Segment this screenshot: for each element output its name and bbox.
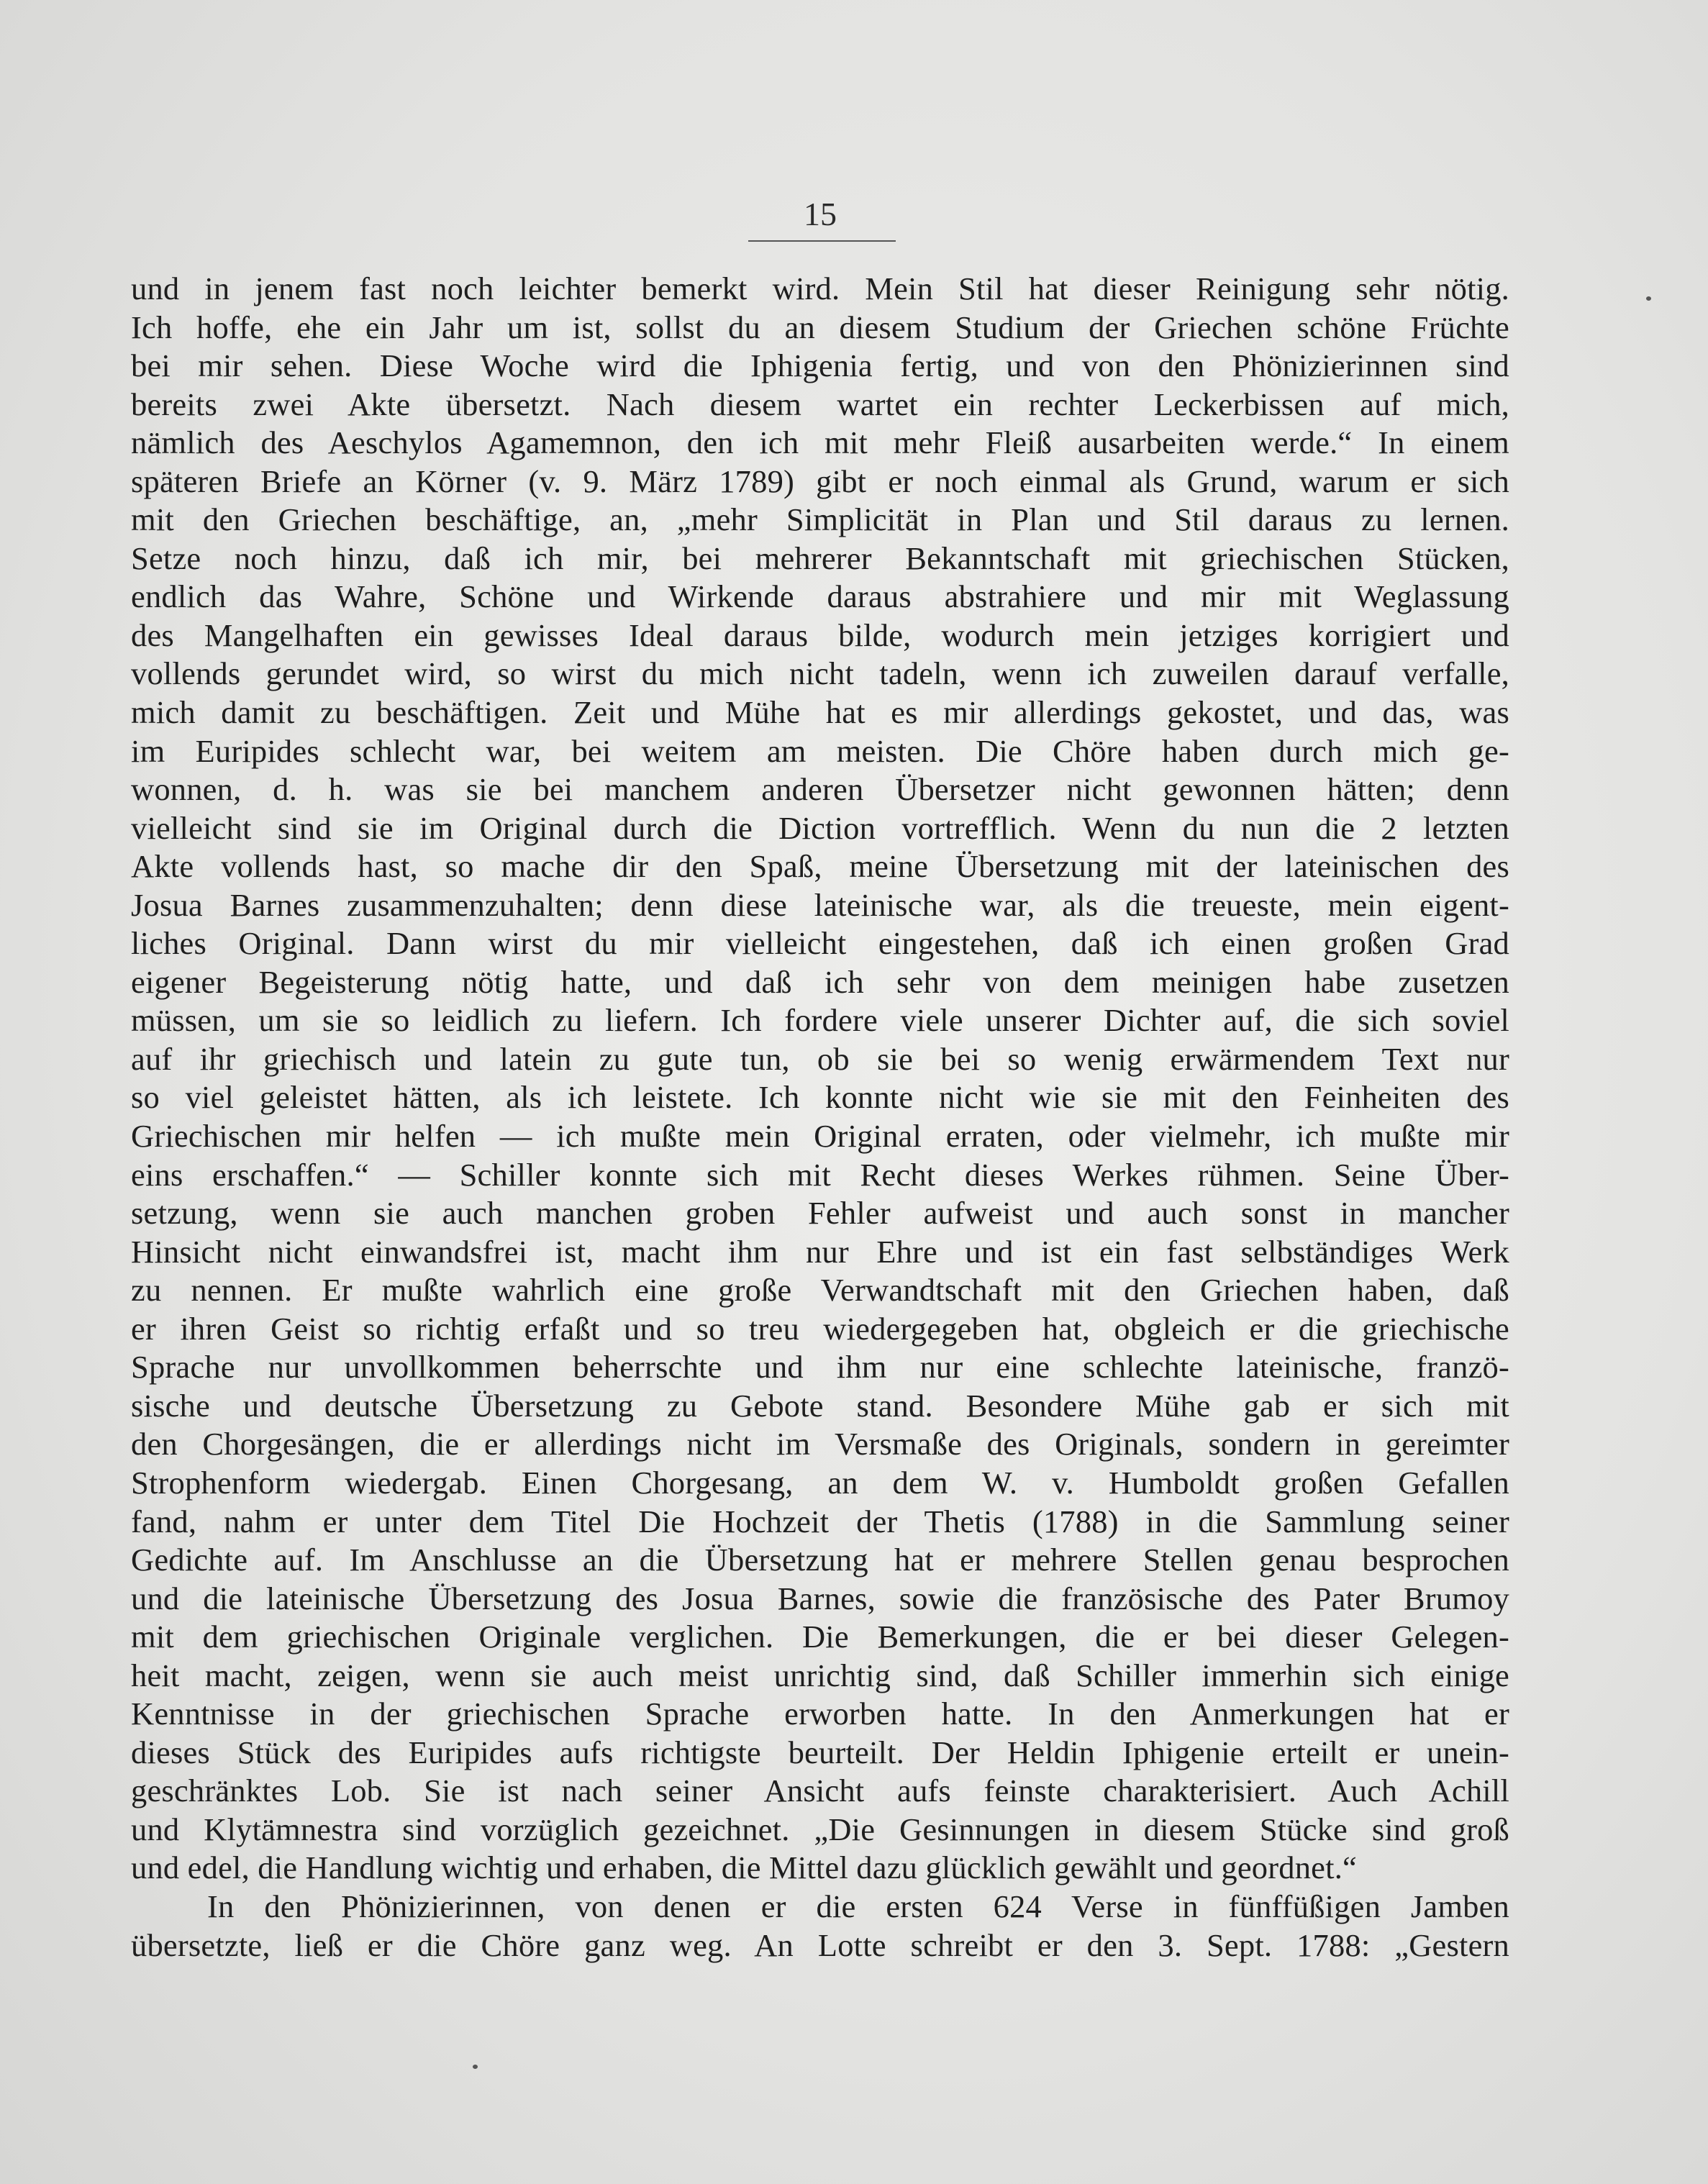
text-line: setzung, wenn sie auch manchen groben Fehler aufweist und auch sonst in mancher [131,1195,1509,1232]
text-line: Josua Barnes zusammenzuhalten; denn diese lateinische war, als die treueste, mein eigent- [131,886,1509,923]
text-line: Akte vollends hast, so mache dir den Spaß, meine Übersetzung mit der lateinischen des [131,848,1509,885]
text-line: Griechischen mir helfen — ich mußte mein Original erraten, oder vielmehr, ich mußte mir [131,1118,1509,1155]
text-line: mich damit zu beschäftigen. Zeit und Mühe hat es mir allerdings gekostet, und das, was [131,694,1509,731]
paragraph-end-line: und edel, die Handlung wichtig und erhaben, die Mittel dazu glücklich gewählt und geordnet.“ [131,1849,1357,1886]
text-line: mit den Griechen beschäftige, an, „mehr Simplicität in Plan und Stil daraus zu lernen. [131,501,1509,538]
text-line: müssen, um sie so leidlich zu liefern. Ich fordere viele unserer Dichter auf, die sich soviel [131,1002,1509,1039]
text-line: er ihren Geist so richtig erfaßt und so treu wiedergegeben hat, obgleich er die griechische [131,1310,1509,1347]
text-line: endlich das Wahre, Schöne und Wirkende daraus abstrahiere und mir mit Weglassung [131,578,1509,615]
text-line: liches Original. Dann wirst du mir vielleicht eingestehen, daß ich einen großen Grad [131,925,1509,962]
text-line: mit dem griechischen Originale verglichen. Die Bemerkungen, die er bei dieser Gelegen- [131,1619,1509,1655]
text-line: so viel geleistet hätten, als ich leistete. Ich konnte nicht wie sie mit den Feinheiten des [131,1079,1509,1116]
paragraph-start-line: In den Phönizierinnen, von denen er die ersten 624 Verse in fünffüßigen Jamben [207,1888,1509,1924]
body-text [131,270,1509,1965]
text-line: eins erschaffen.“ — Schiller konnte sich mit Recht dieses Werkes rühmen. Seine Über- [131,1156,1509,1193]
text-line: den Chorgesängen, die er allerdings nicht im Versmaße des Originals, sondern in gereimter [131,1426,1509,1462]
scan-speck [473,2065,478,2069]
header-rule [748,240,896,242]
text-line: fand, nahm er unter dem Titel Die Hochzeit der Thetis (1788) in die Sammlung seiner [131,1503,1509,1539]
text-line: sische und deutsche Übersetzung zu Gebote stand. Besondere Mühe gab er sich mit [131,1387,1509,1424]
text-line: im Euripides schlecht war, bei weitem am meisten. Die Chöre haben durch mich ge- [131,732,1509,769]
text-line: Gedichte auf. Im Anschlusse an die Übersetzung hat er mehrere Stellen genau besprochen [131,1542,1509,1578]
text-line: wonnen, d. h. was sie bei manchem anderen Übersetzer nicht gewonnen hätten; denn [131,771,1509,808]
text-line: geschränktes Lob. Sie ist nach seiner Ansicht aufs feinste charakterisiert. Auch Achill [131,1773,1509,1809]
text-line: heit macht, zeigen, wenn sie auch meist unrichtig sind, daß Schiller immerhin sich einige [131,1657,1509,1693]
text-line: übersetzte, ließ er die Chöre ganz weg. An Lotte schreibt er den 3. Sept. 1788: „Gestern [131,1926,1509,1963]
text-line: und die lateinische Übersetzung des Josua Barnes, sowie die französische des Pater Brumoy [131,1580,1509,1616]
text-line: Setze noch hinzu, daß ich mir, bei mehrerer Bekanntschaft mit griechischen Stücken, [131,540,1509,576]
text-line: dieses Stück des Euripides aufs richtigste beurteilt. Der Heldin Iphigenie erteilt er unein- [131,1734,1509,1770]
text-line: Ich hoffe, ehe ein Jahr um ist, sollst du an diesem Studium der Griechen schöne Früchte [131,309,1509,345]
text-line: zu nennen. Er mußte wahrlich eine große Verwandtschaft mit den Griechen haben, daß [131,1272,1509,1309]
text-line: bei mir sehen. Diese Woche wird die Iphigenia fertig, und von den Phönizierinnen sind [131,347,1509,384]
text-line: vollends gerundet wird, so wirst du mich nicht tadeln, wenn ich zuweilen darauf verfalle, [131,655,1509,692]
text-line: bereits zwei Akte übersetzt. Nach diesem wartet ein rechter Leckerbissen auf mich, [131,386,1509,422]
text-line: Hinsicht nicht einwandsfrei ist, macht ihm nur Ehre und ist ein fast selbständiges Werk [131,1233,1509,1270]
text-line: und in jenem fast noch leichter bemerkt wird. Mein Stil hat dieser Reinigung sehr nötig. [131,270,1509,306]
text-line: des Mangelhaften ein gewisses Ideal daraus bilde, wodurch mein jetziges korrigiert und [131,616,1509,653]
text-line: Strophenform wiedergab. Einen Chorgesang, an dem W. v. Humboldt großen Gefallen [131,1464,1509,1501]
scan-speck [1646,296,1651,301]
text-line: auf ihr griechisch und latein zu gute tun, ob sie bei so wenig erwärmendem Text nur [131,1040,1509,1077]
text-line: nämlich des Aeschylos Agamemnon, den ich mit mehr Fleiß ausarbeiten werde.“ In einem [131,424,1509,461]
text-line: Sprache nur unvollkommen beherrschte und ihm nur eine schlechte lateinische, franzö- [131,1349,1509,1386]
text-line: vielleicht sind sie im Original durch die Diction vortrefflich. Wenn du nun die 2 letzten [131,809,1509,846]
text-line: und Klytämnestra sind vorzüglich gezeichnet. „Die Gesinnungen in diesem Stücke sind groß [131,1811,1509,1847]
text-line: späteren Briefe an Körner (v. 9. März 1789) gibt er noch einmal als Grund, warum er sich [131,463,1509,499]
text-line: Kenntnisse in der griechischen Sprache erworben hatte. In den Anmerkungen hat er [131,1696,1509,1732]
text-line: eigener Begeisterung nötig hatte, und daß ich sehr von dem meinigen habe zusetzen [131,963,1509,1000]
page-number: 15 [804,196,837,232]
